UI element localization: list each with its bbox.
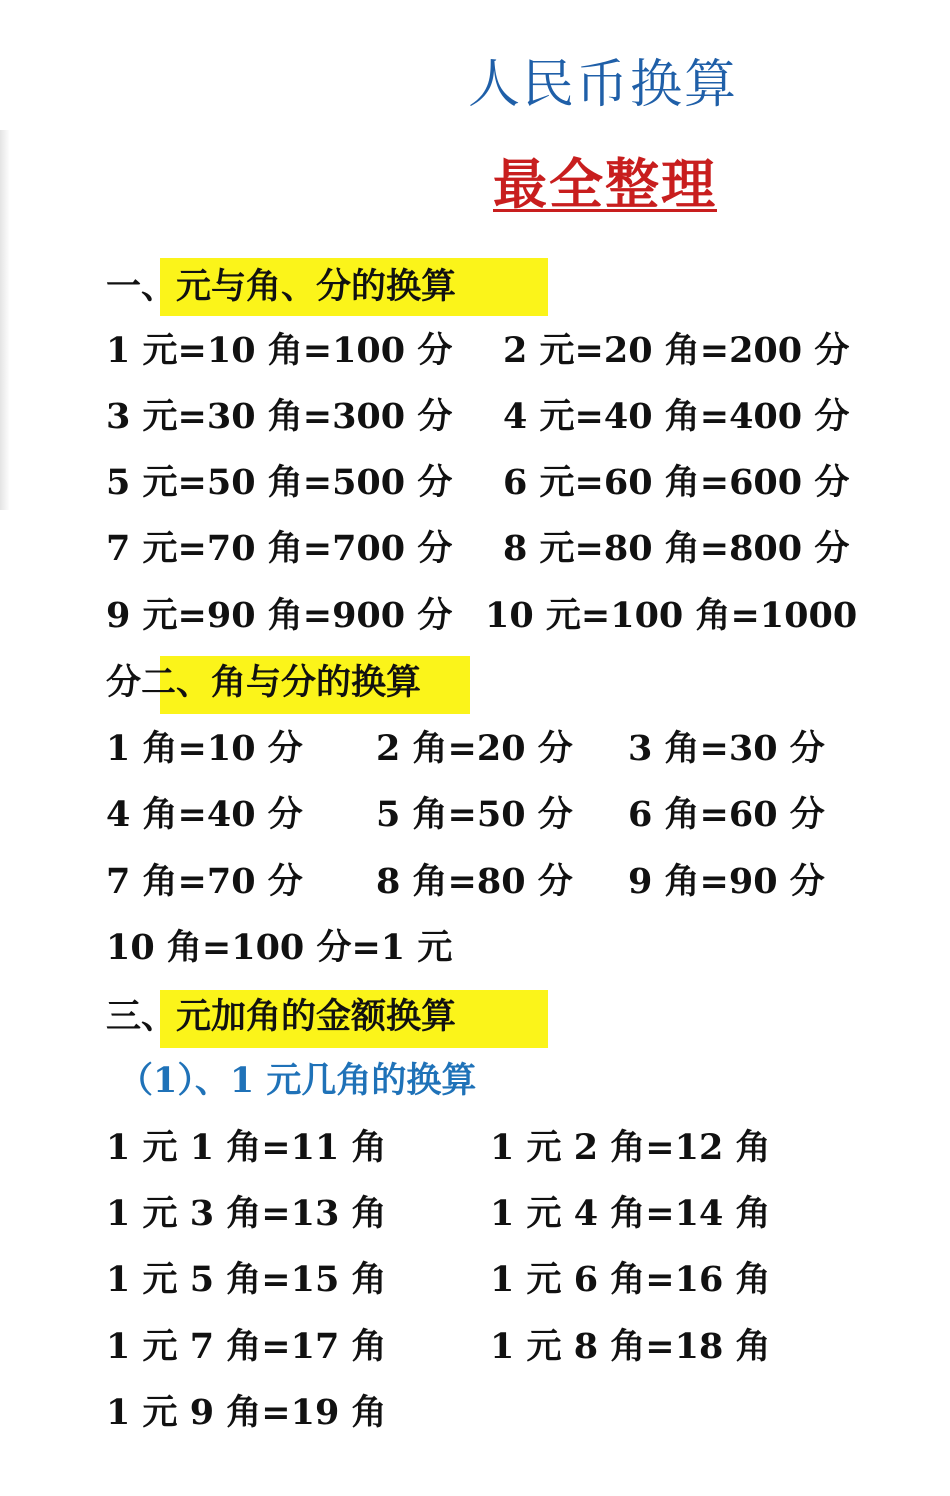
section2-prefix: 分二、	[106, 662, 212, 703]
list-item: 10 角=100 分=1 元	[106, 927, 453, 968]
list-item: 1 元=10 角=100 分	[106, 330, 453, 371]
section3-heading: 元加角的金额换算	[176, 996, 457, 1037]
list-item: 1 角=10 分	[106, 728, 303, 769]
list-item: 1 元 6 角=16 角	[490, 1259, 771, 1300]
list-item: 1 元 4 角=14 角	[490, 1193, 771, 1234]
section3-marker: 三、	[106, 996, 177, 1037]
list-item: 1 元 8 角=18 角	[490, 1326, 771, 1367]
section3-heading-line	[106, 994, 456, 1040]
list-item: 7 角=70 分	[106, 861, 303, 902]
list-item: 6 元=60 角=600 分	[503, 462, 850, 503]
page-edge-shadow	[0, 130, 10, 510]
section1-heading: 元与角、分的换算	[176, 266, 457, 307]
list-item: 1 元 1 角=11 角	[106, 1127, 387, 1168]
list-item: 6 角=60 分	[628, 794, 825, 835]
list-item: 8 元=80 角=800 分	[503, 528, 850, 569]
section1-marker: 一、	[106, 266, 177, 307]
section3-subheading: （1）、1 元几角的换算	[118, 1060, 477, 1101]
list-item: 1 元 9 角=19 角	[106, 1392, 387, 1433]
list-item: 9 元=90 角=900 分	[106, 595, 453, 636]
list-item: 1 元 2 角=12 角	[490, 1127, 771, 1168]
list-item: 2 元=20 角=200 分	[503, 330, 850, 371]
list-item: 5 角=50 分	[376, 794, 573, 835]
list-item: 9 角=90 分	[628, 861, 825, 902]
list-item: 1 元 7 角=17 角	[106, 1326, 387, 1367]
list-item: 1 元 3 角=13 角	[106, 1193, 387, 1234]
list-item: 4 元=40 角=400 分	[503, 396, 850, 437]
list-item: 1 元 5 角=15 角	[106, 1259, 387, 1300]
section1-heading-line	[106, 264, 456, 310]
list-item: 5 元=50 角=500 分	[106, 462, 453, 503]
list-item: 10 元=100 角=1000	[485, 595, 858, 636]
page-title: 人民币换算	[468, 55, 739, 115]
page-subtitle: 最全整理	[493, 153, 717, 216]
list-item: 3 角=30 分	[628, 728, 825, 769]
section2-heading-line	[106, 660, 421, 706]
section2-heading: 角与分的换算	[211, 662, 422, 703]
list-item: 2 角=20 分	[376, 728, 573, 769]
list-item: 4 角=40 分	[106, 794, 303, 835]
list-item: 3 元=30 角=300 分	[106, 396, 453, 437]
list-item: 8 角=80 分	[376, 861, 573, 902]
list-item: 7 元=70 角=700 分	[106, 528, 453, 569]
